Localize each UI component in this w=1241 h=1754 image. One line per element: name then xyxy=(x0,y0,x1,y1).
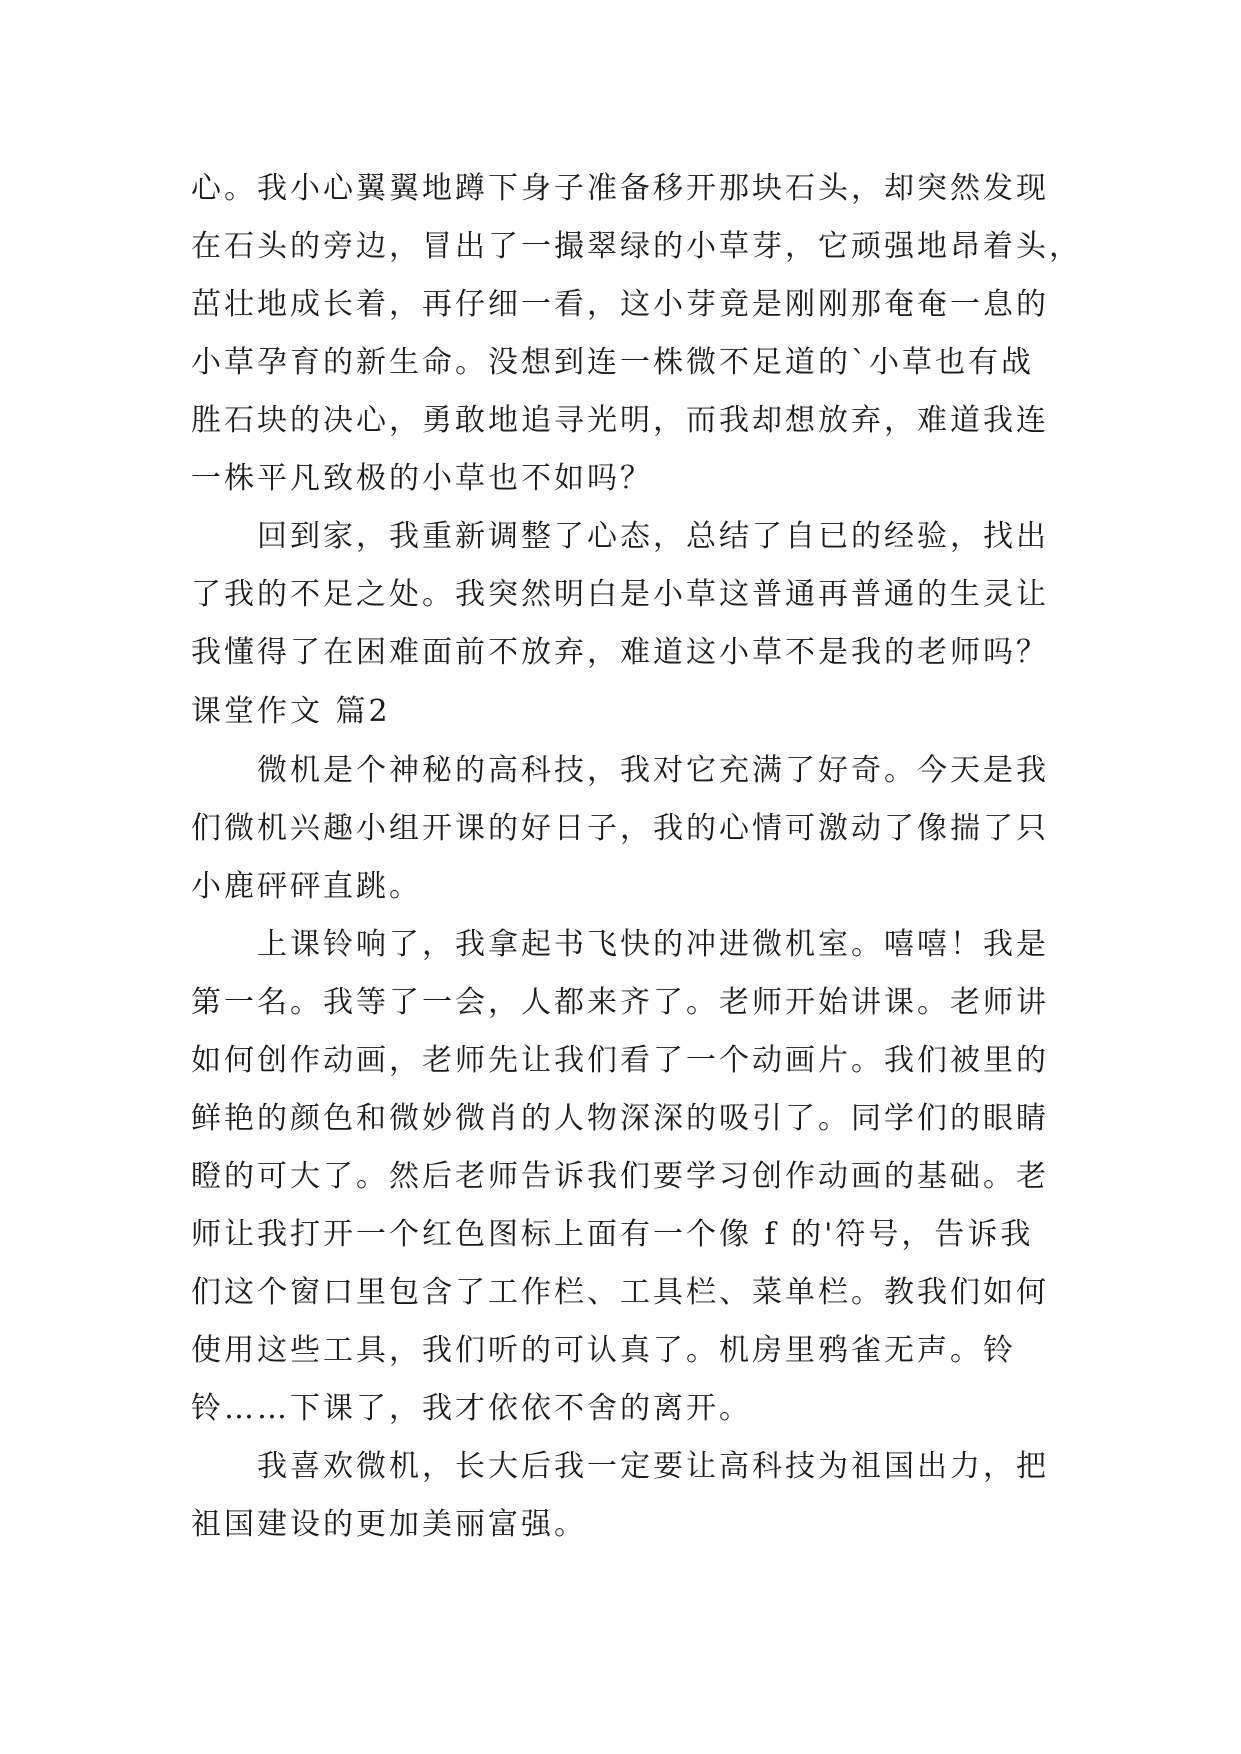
text-line: 小鹿砰砰直跳。 xyxy=(191,869,422,904)
text-line: 小草孕育的新生命。没想到连一株微不足道的`小草也有战 xyxy=(191,345,1034,380)
text-line: 回到家，我重新调整了心态，总结了自已的经验，找出 xyxy=(257,519,1049,554)
text-line: 心。我小心翼翼地蹲下身子准备移开那块石头，却突然发现 xyxy=(191,171,1049,206)
text-line: 如何创作动画，老师先让我们看了一个动画片。我们被里的 xyxy=(191,1043,1049,1078)
paragraph xyxy=(191,916,1051,1438)
text-line: 我喜欢微机，长大后我一定要让高科技为祖国出力，把 xyxy=(257,1449,1049,1484)
text-line: 微机是个神秘的高科技，我对它充满了好奇。今天是我 xyxy=(257,753,1049,788)
document-body xyxy=(191,160,1082,1554)
text-line: 铃……下课了，我才依依不舍的离开。 xyxy=(191,1391,752,1426)
text-line: 茁壮地成长着，再仔细一看，这小芽竟是刚刚那奄奄一息的 xyxy=(191,287,1049,322)
text-line: 鲜艳的颜色和微妙微肖的人物深深的吸引了。同学们的眼睛 xyxy=(191,1101,1049,1136)
text-line: 在石头的旁边，冒出了一撮翠绿的小草芽，它顽强地昂着头， xyxy=(191,229,1082,264)
section-heading: 课堂作文 篇2 xyxy=(191,694,391,729)
text-line: 祖国建设的更加美丽富强。 xyxy=(191,1507,587,1542)
paragraph xyxy=(191,1438,1051,1554)
text-line: 我懂得了在困难面前不放弃，难道这小草不是我的老师吗？ xyxy=(191,635,1049,670)
paragraph xyxy=(191,160,1082,508)
text-line: 师让我打开一个红色图标上面有一个像 f 的'符号，告诉我 xyxy=(191,1217,1034,1252)
text-line: 胜石块的决心，勇敢地追寻光明，而我却想放弃，难道我连 xyxy=(191,403,1049,438)
paragraph xyxy=(191,508,1051,682)
text-line: 使用这些工具，我们听的可认真了。机房里鸦雀无声。铃 xyxy=(191,1333,1016,1368)
text-line: 们这个窗口里包含了工作栏、工具栏、菜单栏。教我们如何 xyxy=(191,1275,1049,1310)
text-line: 们微机兴趣小组开课的好日子，我的心情可激动了像揣了只 xyxy=(191,811,1049,846)
text-line: 第一名。我等了一会，人都来齐了。老师开始讲课。老师讲 xyxy=(191,985,1049,1020)
paragraph xyxy=(191,742,1051,916)
text-line: 瞪的可大了。然后老师告诉我们要学习创作动画的基础。老 xyxy=(191,1159,1049,1194)
text-line: 了我的不足之处。我突然明白是小草这普通再普通的生灵让 xyxy=(191,577,1049,612)
text-line: 上课铃响了，我拿起书飞快的冲进微机室。嘻嘻！我是 xyxy=(257,927,1049,962)
text-line: 一株平凡致极的小草也不如吗？ xyxy=(191,461,653,496)
